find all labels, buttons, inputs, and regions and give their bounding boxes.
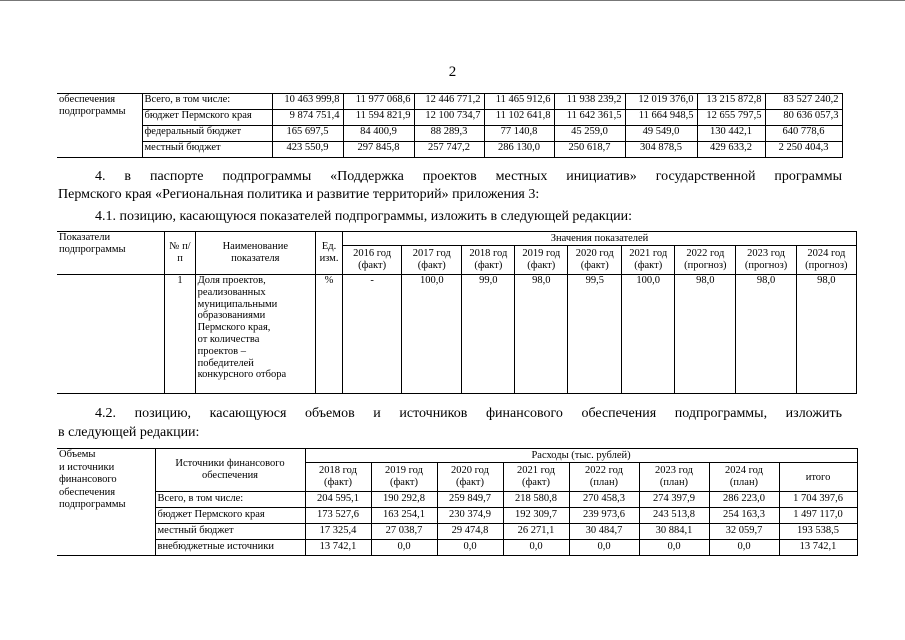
indicator-name-line: конкурсного отбора [197, 369, 287, 381]
column-header: Ед. изм. [316, 232, 343, 275]
value-cell: 88 289,3 [414, 126, 484, 142]
row-label [57, 449, 155, 556]
label-line: и источники [59, 461, 115, 473]
paragraph-4-1: 4.1. позицию, касающуюся показателей подпрограммы, изложить в следующей редакции: [95, 209, 632, 224]
table-row [57, 94, 842, 110]
value-cell: 13 742,1 [305, 540, 371, 556]
value-cell: 270 458,3 [569, 492, 639, 508]
label-line: подпрограммы [59, 499, 126, 510]
year-header: 2017 год (факт) [402, 246, 462, 275]
funding-table-continued [57, 93, 843, 158]
year-header: 2016 год (факт) [343, 246, 402, 275]
value-cell: 250 618,7 [554, 142, 625, 158]
year-header: 2022 год (прогноз) [675, 246, 736, 275]
value-cell: 193 538,5 [779, 524, 857, 540]
paragraph-4-2-line1: 4.2. позицию, касающуюся объемов и источников финансового обеспечения подпрограммы, изложить [95, 406, 842, 421]
value-cell: 11 642 361,5 [554, 110, 625, 126]
unit-cell: % [316, 275, 343, 394]
year-header: 2019 год (факт) [371, 463, 437, 492]
indicator-name-line: Пермского края, [197, 322, 271, 334]
value-cell: 1 497 117,0 [779, 508, 857, 524]
column-header: № п/п [165, 232, 195, 275]
table-row [57, 492, 857, 508]
indicator-name-line: реализованных [197, 286, 266, 298]
year-header: 2021 год (факт) [503, 463, 569, 492]
value-cell: 257 747,2 [414, 142, 484, 158]
value-cell: 13 742,1 [779, 540, 857, 556]
value-cell: 99,5 [568, 275, 622, 394]
label-line: подпрограммы [59, 106, 126, 117]
value-cell: 304 878,5 [625, 142, 697, 158]
value-cell: 163 254,1 [371, 508, 437, 524]
value-cell: 12 100 734,7 [414, 110, 484, 126]
value-cell: 0,0 [709, 540, 779, 556]
label-line: обеспечения [59, 94, 116, 105]
value-cell: 429 633,2 [697, 142, 765, 158]
value-cell: 173 527,6 [305, 508, 371, 524]
value-cell: 30 484,7 [569, 524, 639, 540]
source-cell: Всего, в том числе: [142, 94, 272, 110]
value-cell: 11 664 948,5 [625, 110, 697, 126]
value-cell: 0,0 [437, 540, 503, 556]
source-cell: Всего, в том числе: [155, 492, 305, 508]
source-cell: местный бюджет [155, 524, 305, 540]
value-cell: 423 550,9 [272, 142, 343, 158]
column-header: Источники финансового обеспечения [155, 449, 305, 492]
indicator-name [195, 275, 315, 394]
value-cell: 32 059,7 [709, 524, 779, 540]
value-cell: 190 292,8 [371, 492, 437, 508]
value-cell: 98,0 [796, 275, 856, 394]
value-cell: 218 580,8 [503, 492, 569, 508]
source-cell: внебюджетные источники [155, 540, 305, 556]
value-cell: 640 778,6 [765, 126, 842, 142]
value-cell: 13 215 872,8 [697, 94, 765, 110]
funding-table [57, 448, 858, 556]
table-row [57, 508, 857, 524]
column-group-header: Значения показателей [343, 232, 857, 246]
value-cell: 11 102 641,8 [484, 110, 554, 126]
source-cell: местный бюджет [142, 142, 272, 158]
value-cell: 26 271,1 [503, 524, 569, 540]
year-header: 2020 год (факт) [437, 463, 503, 492]
value-cell: 230 374,9 [437, 508, 503, 524]
indicator-name-line: победителей [197, 357, 254, 369]
value-cell: 9 874 751,4 [272, 110, 343, 126]
value-cell: 259 849,7 [437, 492, 503, 508]
value-cell: 204 595,1 [305, 492, 371, 508]
paragraph-4-line1: 4. в паспорте подпрограммы «Поддержка проектов местных инициатив» государственной программы [95, 169, 842, 184]
table-header-row [57, 449, 857, 463]
label-line: финансового [59, 474, 117, 485]
indicator-name-line: Доля проектов, [197, 275, 266, 286]
total-header: итого [779, 463, 857, 492]
value-cell: 12 019 376,0 [625, 94, 697, 110]
indicator-name-line: проектов – [197, 345, 246, 357]
value-cell: 11 938 239,2 [554, 94, 625, 110]
value-cell: 1 704 397,6 [779, 492, 857, 508]
indicator-name-line: образованиями [197, 310, 266, 322]
year-header: 2024 год (прогноз) [796, 246, 856, 275]
source-cell: бюджет Пермского края [155, 508, 305, 524]
value-cell: - [343, 275, 402, 394]
value-cell: 30 884,1 [639, 524, 709, 540]
table-row [57, 110, 842, 126]
table-header-row [57, 232, 857, 246]
value-cell: 80 636 057,3 [765, 110, 842, 126]
indicator-name-line: от количества [197, 333, 260, 345]
column-header: Показатели подпрограммы [57, 232, 165, 275]
year-header: 2018 год (факт) [462, 246, 515, 275]
value-cell: 130 442,1 [697, 126, 765, 142]
year-header: 2023 год (прогноз) [736, 246, 796, 275]
value-cell: 98,0 [675, 275, 736, 394]
value-cell: 165 697,5 [272, 126, 343, 142]
value-cell: 12 655 797,5 [697, 110, 765, 126]
column-header: Наименование показателя [195, 232, 315, 275]
value-cell: 45 259,0 [554, 126, 625, 142]
value-cell: 98,0 [736, 275, 796, 394]
table-row [57, 540, 857, 556]
value-cell: 29 474,8 [437, 524, 503, 540]
value-cell: 83 527 240,2 [765, 94, 842, 110]
year-header: 2023 год (план) [639, 463, 709, 492]
year-header: 2021 год (факт) [622, 246, 675, 275]
value-cell: 0,0 [503, 540, 569, 556]
table-row [57, 142, 842, 158]
value-cell: 100,0 [402, 275, 462, 394]
table-row [57, 126, 842, 142]
year-header: 2019 год (факт) [515, 246, 568, 275]
value-cell: 239 973,6 [569, 508, 639, 524]
indicator-name-line: муниципальными [197, 298, 278, 310]
value-cell: 0,0 [569, 540, 639, 556]
value-cell: 0,0 [371, 540, 437, 556]
year-header: 2020 год (факт) [568, 246, 622, 275]
year-header: 2022 год (план) [569, 463, 639, 492]
year-header: 2024 год (план) [709, 463, 779, 492]
row-label [57, 94, 142, 158]
row-number: 1 [165, 275, 195, 394]
value-cell: 12 446 771,2 [414, 94, 484, 110]
value-cell: 274 397,9 [639, 492, 709, 508]
value-cell: 0,0 [639, 540, 709, 556]
label-line: обеспечения [59, 486, 116, 498]
empty-cell [57, 275, 165, 394]
table-row [57, 524, 857, 540]
value-cell: 192 309,7 [503, 508, 569, 524]
value-cell: 2 250 404,3 [765, 142, 842, 158]
value-cell: 17 325,4 [305, 524, 371, 540]
indicators-table [57, 231, 857, 394]
paragraph-4-2-line2: в следующей редакции: [58, 425, 200, 440]
value-cell: 286 130,0 [484, 142, 554, 158]
value-cell: 243 513,8 [639, 508, 709, 524]
value-cell: 98,0 [515, 275, 568, 394]
value-cell: 100,0 [622, 275, 675, 394]
value-cell: 84 400,9 [343, 126, 414, 142]
value-cell: 286 223,0 [709, 492, 779, 508]
value-cell: 49 549,0 [625, 126, 697, 142]
page-number: 2 [448, 64, 457, 80]
table-row [57, 275, 857, 394]
value-cell: 297 845,8 [343, 142, 414, 158]
value-cell: 11 594 821,9 [343, 110, 414, 126]
paragraph-4-line2: Пермского края «Региональная политика и развитие территорий» приложения 3: [58, 187, 540, 202]
value-cell: 11 465 912,6 [484, 94, 554, 110]
value-cell: 254 163,3 [709, 508, 779, 524]
value-cell: 27 038,7 [371, 524, 437, 540]
label-line: Объемы [59, 449, 96, 460]
source-cell: бюджет Пермского края [142, 110, 272, 126]
year-header: 2018 год (факт) [305, 463, 371, 492]
value-cell: 10 463 999,8 [272, 94, 343, 110]
value-cell: 99,0 [462, 275, 515, 394]
source-cell: федеральный бюджет [142, 126, 272, 142]
scan-edge-line [0, 0, 905, 1]
value-cell: 77 140,8 [484, 126, 554, 142]
column-group-header: Расходы (тыс. рублей) [305, 449, 857, 463]
value-cell: 11 977 068,6 [343, 94, 414, 110]
